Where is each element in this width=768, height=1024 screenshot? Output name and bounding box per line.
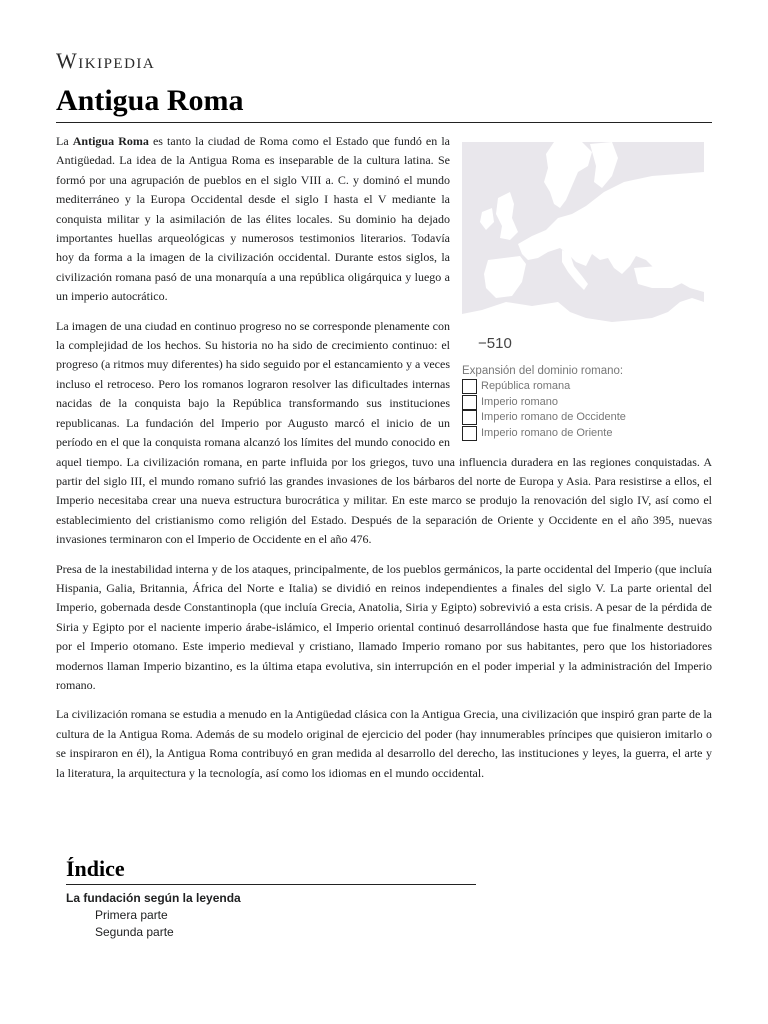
map-caption: Expansión del dominio romano: [462, 365, 624, 377]
legend-checkbox[interactable] [462, 395, 477, 410]
article-subject: Antigua Roma [72, 134, 149, 148]
legend-item-occidente[interactable]: Imperio romano de Occidente [462, 410, 712, 426]
toc-heading: Índice [66, 856, 476, 885]
map-year-label: −510 [478, 335, 512, 352]
legend-item-oriente[interactable]: Imperio romano de Oriente [462, 426, 712, 442]
legend-item-imperio[interactable]: Imperio romano [462, 395, 712, 411]
roman-expansion-map[interactable] [462, 142, 704, 360]
legend-checkbox[interactable] [462, 410, 477, 425]
paragraph-intro: La Antigua Roma es tanto la ciudad de Roma como el Estado que fundó en la Antigüedad. La idea de la Antigua Roma es inseparable de la cultura latina. Se formó por una agrupación de pueblos en el siglo VIII a. C. y dominó el mundo mediterráneo y la Europa Occidental desde el siglo I hasta el V mediante la conquista militar y la asimilación de las élites locales. Su dominio ha dejado importantes huellas arqueológicas y numerosos testimonios literarios. Todavía hoy da forma a la imagen de la civilización occidental. Durante estos siglos, la civilización romana pasó de una monarquía a una república oligárquica y luego a un imperio autocrático. [56, 134, 450, 304]
legend-checkbox[interactable] [462, 426, 477, 441]
wikipedia-logo[interactable]: Wikipedia [56, 48, 156, 73]
paragraph-4: La civilización romana se estudia a menudo en la Antigüedad clásica con la Antigua Grecia, una civilización que inspiró gran parte de la cultura de la Antigua Roma. Además de su modelo original de ejercicio del poder (hay innumerables príncipes que quisieron imitarlo o se inspiraron en él), la Antigua Roma contribuyó en gran medida al desarrollo del derecho, las instituciones y leyes, la guerra, el arte y la literatura, la arquitectura y la tecnología, así como los idiomas en el mundo occidental. [56, 707, 712, 780]
paragraph-3: Presa de la inestabilidad interna y de los ataques, principalmente, de los pueblos germánicos, la parte occidental del Imperio (que incluía Hispania, Galia, Britannia, África del Norte e Italia) se dividió en reinos independientes a finales del siglo V. La parte oriental del Imperio, gobernada desde Constantinopla (que incluía Grecia, Anatolia, Siria y Egipto) sobrevivió a esta crisis. A pesar de la pérdida de Siria y Egipto por el naciente imperio árabe-islámico, el Imperio oriental continuó desarrollándose hasta que fue finalmente destruido por el Imperio otomano. Este imperio medieval y cristiano, llamado Imperio romano por sus habitantes, pero que los historiadores modernos llaman Imperio bizantino, es la última etapa evolutiva, sin interrupción en el poder imperial y la administración del Imperio romano. [56, 561, 712, 692]
paragraph-2: La imagen de una ciudad en continuo progreso no se corresponde plenamente con la complejidad de los hechos. Su historia no ha sido de crecimiento continuo: el progreso (a ritmos muy diferentes) ha sido seguido por el estancamiento y a veces incluso el retroceso. Pero los romanos lograron resolver las dificultades internas nacidas de la conquista bajo la República transformando sus instituciones republicanas. La fundación del Imperio por Augusto marcó el inicio de un período en el que la conquista romana alcanzó los límites del mundo conocido en aquel tiempo. La civilización romana, en parte influida por los griegos, tuvo una influencia duradera en las regiones conquistadas. A partir del siglo III, el mundo romano sufrió las grandes invasiones de los bárbaros del norte de Europa y Asia. Para resistirse a ellos, el Imperio necesitaba crear una nueva estructura burocrática y militar. En este marco se produjo la renovación del siglo IV, así como el establecimiento del cristianismo como religión del Estado. Después de la separación de Oriente y Occidente en el año 395, nuevas invasiones terminaron con el Imperio de Occidente en el año 476. [56, 318, 712, 547]
table-of-contents [66, 856, 476, 941]
toc-item-fundacion[interactable]: La fundación según la leyenda [66, 891, 241, 905]
page-title: Antigua Roma [56, 84, 712, 123]
legend-item-republica[interactable]: República romana [462, 379, 712, 395]
article-body [56, 132, 712, 793]
toc-item-segunda-parte[interactable]: Segunda parte [95, 925, 174, 939]
legend-checkbox[interactable] [462, 379, 477, 394]
toc-item-primera-parte[interactable]: Primera parte [95, 908, 168, 922]
infobox [462, 142, 712, 441]
